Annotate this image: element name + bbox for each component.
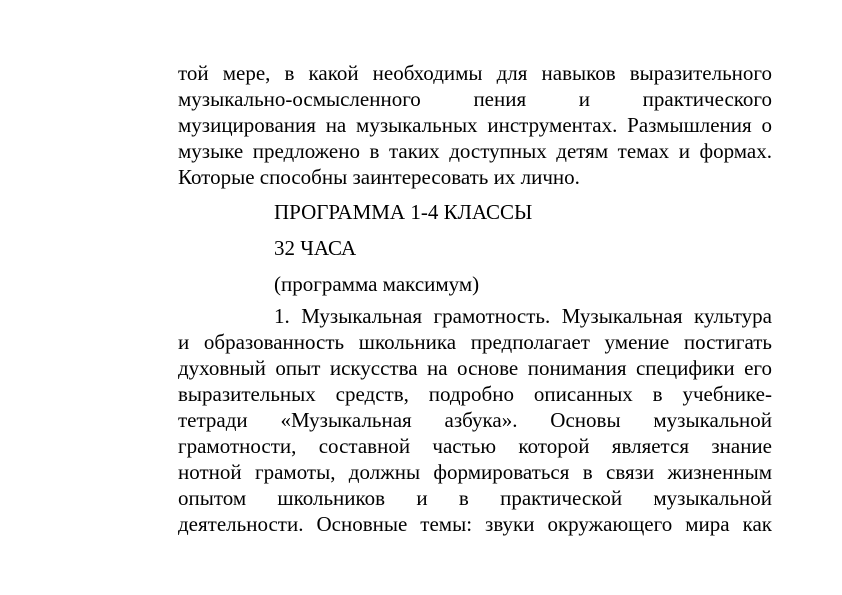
text-line: 1. Музыкальная грамотность. Музыкальная культура xyxy=(274,304,772,328)
text-line: опытом школьников и в практической музыкальной xyxy=(178,486,772,510)
text-line: музыкально-осмысленного пения и практического xyxy=(178,87,772,111)
program-subtitle: (программа максимум) xyxy=(274,272,480,296)
paragraph-music-literacy xyxy=(178,303,772,537)
text-line: музыке предложено в таких доступных детям темах и формах. xyxy=(178,139,772,163)
text-block xyxy=(178,60,772,537)
text-line: выразительных средств, подробно описанных в учебнике- xyxy=(178,382,772,406)
text-line: той мере, в какой необходимы для навыков выразительного xyxy=(178,61,772,85)
text-line: грамотности, составной частью которой является знание xyxy=(178,434,772,458)
text-line: духовный опыт искусства на основе понимания специфики его xyxy=(178,356,772,380)
program-heading: ПРОГРАММА 1-4 КЛАССЫ xyxy=(274,200,533,224)
paragraph-intro xyxy=(178,60,772,190)
text-line: и образованность школьника предполагает умение постигать xyxy=(178,330,772,354)
text-line: Которые способны заинтересовать их лично. xyxy=(178,165,580,189)
text-line: музицирования на музыкальных инструментах. Размышления о xyxy=(178,113,772,137)
text-line: тетради «Музыкальная азбука». Основы музыкальной xyxy=(178,408,772,432)
text-line: деятельности. Основные темы: звуки окружающего мира как xyxy=(178,512,772,536)
text-line: нотной грамоты, должны формироваться в связи жизненным xyxy=(178,460,772,484)
hours-heading: 32 ЧАСА xyxy=(274,236,357,260)
